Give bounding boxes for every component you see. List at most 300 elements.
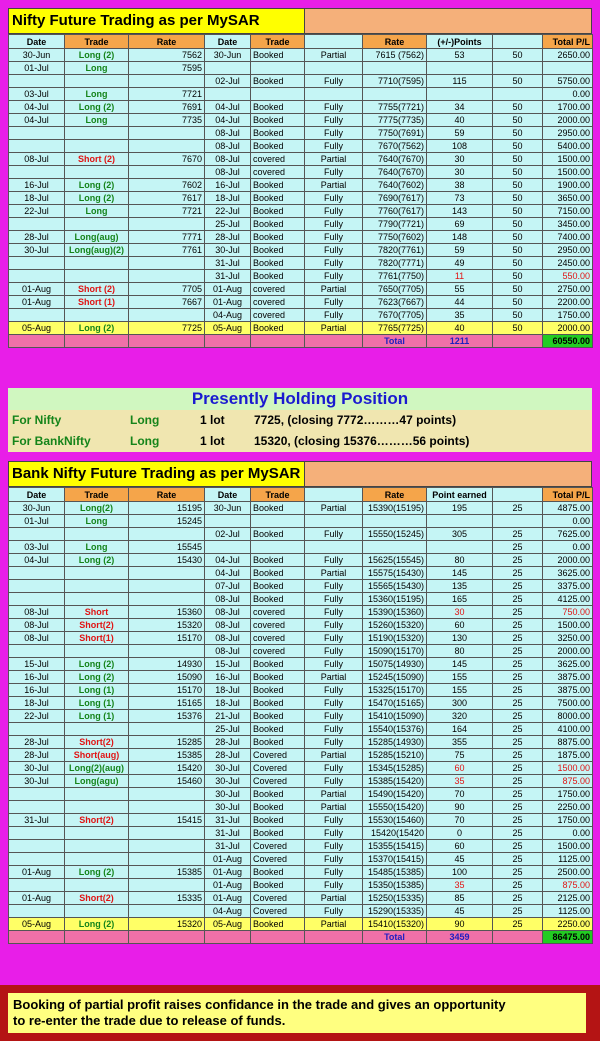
table-cell bbox=[9, 645, 65, 658]
table-cell: 15090(15170) bbox=[363, 645, 427, 658]
table-cell: 25 bbox=[493, 775, 543, 788]
table-cell bbox=[129, 127, 205, 140]
total-cell bbox=[251, 335, 305, 348]
table-cell: 40 bbox=[427, 322, 493, 335]
table-cell: 305 bbox=[427, 528, 493, 541]
table-cell: 50 bbox=[493, 127, 543, 140]
table-cell bbox=[65, 218, 129, 231]
table-cell: 1750.00 bbox=[543, 309, 593, 322]
table-cell: 145 bbox=[427, 658, 493, 671]
table-row bbox=[9, 736, 593, 749]
bank-table bbox=[8, 487, 593, 944]
table-cell bbox=[251, 515, 305, 528]
total-points: 3459 bbox=[427, 931, 493, 944]
table-cell: 1500.00 bbox=[543, 762, 593, 775]
table-cell: 1500.00 bbox=[543, 166, 593, 179]
table-cell bbox=[65, 528, 129, 541]
table-cell: Short(2) bbox=[65, 814, 129, 827]
table-row bbox=[9, 515, 593, 528]
footer-note bbox=[8, 993, 586, 1033]
total-cell bbox=[251, 931, 305, 944]
footer-panel bbox=[0, 985, 600, 1041]
table-row bbox=[9, 218, 593, 231]
total-cell bbox=[129, 335, 205, 348]
table-cell: 7602 bbox=[129, 179, 205, 192]
table-cell bbox=[129, 593, 205, 606]
table-cell: 34 bbox=[427, 101, 493, 114]
table-cell: 15290(15335) bbox=[363, 905, 427, 918]
table-cell: 04-Jul bbox=[9, 101, 65, 114]
table-cell: 25 bbox=[493, 697, 543, 710]
table-cell bbox=[9, 580, 65, 593]
table-cell: Covered bbox=[251, 905, 305, 918]
table-row bbox=[9, 101, 593, 114]
total-cell bbox=[9, 335, 65, 348]
table-cell: Booked bbox=[251, 114, 305, 127]
table-cell: Fully bbox=[305, 814, 363, 827]
table-cell: Long bbox=[65, 88, 129, 101]
table-cell: Booked bbox=[251, 788, 305, 801]
table-cell: 08-Jul bbox=[9, 153, 65, 166]
table-cell: Long bbox=[65, 114, 129, 127]
table-row bbox=[9, 541, 593, 554]
table-cell: 1875.00 bbox=[543, 749, 593, 762]
table-cell: 1900.00 bbox=[543, 179, 593, 192]
holding-name: For Nifty bbox=[12, 413, 62, 427]
table-cell: 15190(15320) bbox=[363, 632, 427, 645]
table-row bbox=[9, 309, 593, 322]
table-cell: 7650(7705) bbox=[363, 283, 427, 296]
table-cell: 15376 bbox=[129, 710, 205, 723]
column-header: Total P/L bbox=[543, 35, 593, 49]
table-cell bbox=[9, 840, 65, 853]
table-cell: 25 bbox=[493, 580, 543, 593]
table-cell: 15325(15170) bbox=[363, 684, 427, 697]
table-cell: 1125.00 bbox=[543, 905, 593, 918]
table-cell: 50 bbox=[493, 322, 543, 335]
table-cell: 50 bbox=[493, 218, 543, 231]
table-cell: 1750.00 bbox=[543, 788, 593, 801]
table-cell bbox=[65, 879, 129, 892]
total-label: Total bbox=[363, 335, 427, 348]
table-cell: 3650.00 bbox=[543, 192, 593, 205]
table-cell: 05-Aug bbox=[205, 918, 251, 931]
table-cell bbox=[9, 218, 65, 231]
table-cell: covered bbox=[251, 309, 305, 322]
column-header: Date bbox=[205, 488, 251, 502]
table-cell: 22-Jul bbox=[9, 710, 65, 723]
table-cell: Long(2) bbox=[65, 502, 129, 515]
table-cell bbox=[9, 593, 65, 606]
table-cell: Partial bbox=[305, 153, 363, 166]
table-cell: 08-Jul bbox=[205, 166, 251, 179]
table-cell: 50 bbox=[493, 101, 543, 114]
table-cell: 7623(7667) bbox=[363, 296, 427, 309]
table-cell: 15530(15460) bbox=[363, 814, 427, 827]
table-cell: 90 bbox=[427, 801, 493, 814]
table-cell: 15470(15165) bbox=[363, 697, 427, 710]
table-cell: 2950.00 bbox=[543, 244, 593, 257]
table-cell bbox=[65, 75, 129, 88]
table-cell bbox=[9, 723, 65, 736]
table-row bbox=[9, 658, 593, 671]
table-cell: 7150.00 bbox=[543, 205, 593, 218]
table-cell: 15285(14930) bbox=[363, 736, 427, 749]
table-cell bbox=[305, 515, 363, 528]
table-cell: Fully bbox=[305, 114, 363, 127]
table-cell: Booked bbox=[251, 918, 305, 931]
column-header: Date bbox=[9, 488, 65, 502]
table-row bbox=[9, 723, 593, 736]
table-cell bbox=[493, 515, 543, 528]
table-cell: Long bbox=[65, 541, 129, 554]
table-cell: 15390(15360) bbox=[363, 606, 427, 619]
table-cell: 02-Jul bbox=[205, 528, 251, 541]
table-cell: Booked bbox=[251, 658, 305, 671]
total-label: Total bbox=[363, 931, 427, 944]
table-cell: 01-Aug bbox=[9, 892, 65, 905]
table-cell bbox=[427, 62, 493, 75]
table-cell bbox=[363, 62, 427, 75]
table-row bbox=[9, 153, 593, 166]
table-cell: 15250(15335) bbox=[363, 892, 427, 905]
table-cell: Fully bbox=[305, 270, 363, 283]
table-cell: 15285 bbox=[129, 736, 205, 749]
table-cell: 25-Jul bbox=[205, 218, 251, 231]
table-cell: 50 bbox=[493, 140, 543, 153]
table-cell: 14930 bbox=[129, 658, 205, 671]
column-header: Point earned bbox=[427, 488, 493, 502]
table-cell: 0.00 bbox=[543, 515, 593, 528]
table-cell: 15360 bbox=[129, 606, 205, 619]
total-row bbox=[9, 335, 593, 348]
table-cell: 25 bbox=[493, 658, 543, 671]
table-cell: 28-Jul bbox=[9, 736, 65, 749]
table-cell: Covered bbox=[251, 749, 305, 762]
column-header: Trade bbox=[65, 488, 129, 502]
table-cell: 8000.00 bbox=[543, 710, 593, 723]
table-cell: 08-Jul bbox=[9, 606, 65, 619]
total-pl: 60550.00 bbox=[543, 335, 593, 348]
table-cell: 15260(15320) bbox=[363, 619, 427, 632]
table-cell: 2000.00 bbox=[543, 645, 593, 658]
table-cell bbox=[251, 62, 305, 75]
table-cell: Fully bbox=[305, 697, 363, 710]
table-row bbox=[9, 606, 593, 619]
table-cell bbox=[65, 840, 129, 853]
table-row bbox=[9, 554, 593, 567]
table-cell: 7705 bbox=[129, 283, 205, 296]
table-cell: 25 bbox=[493, 918, 543, 931]
table-cell: 1500.00 bbox=[543, 619, 593, 632]
table-cell: 15420 bbox=[129, 762, 205, 775]
table-cell: 73 bbox=[427, 192, 493, 205]
table-cell: 15370(15415) bbox=[363, 853, 427, 866]
table-cell bbox=[305, 62, 363, 75]
table-cell: Short (2) bbox=[65, 283, 129, 296]
holding-position: Long bbox=[130, 413, 160, 427]
table-row bbox=[9, 749, 593, 762]
table-row bbox=[9, 270, 593, 283]
bank-title: Bank Nifty Future Trading as per MySAR bbox=[9, 462, 305, 486]
table-cell: 03-Jul bbox=[9, 541, 65, 554]
table-cell bbox=[65, 127, 129, 140]
table-cell: covered bbox=[251, 645, 305, 658]
table-cell: 7670(7562) bbox=[363, 140, 427, 153]
table-cell bbox=[129, 528, 205, 541]
nifty-section bbox=[8, 8, 592, 348]
table-row bbox=[9, 49, 593, 62]
table-cell: Fully bbox=[305, 866, 363, 879]
table-cell bbox=[493, 88, 543, 101]
table-cell: 165 bbox=[427, 593, 493, 606]
table-cell: 08-Jul bbox=[205, 127, 251, 140]
table-cell: 25 bbox=[493, 827, 543, 840]
table-cell: 15540(15376) bbox=[363, 723, 427, 736]
table-cell: Booked bbox=[251, 528, 305, 541]
table-cell: Fully bbox=[305, 580, 363, 593]
table-cell: 31-Jul bbox=[205, 814, 251, 827]
table-cell: 7790(7721) bbox=[363, 218, 427, 231]
table-row bbox=[9, 801, 593, 814]
table-cell bbox=[65, 905, 129, 918]
table-cell bbox=[129, 853, 205, 866]
table-row bbox=[9, 632, 593, 645]
table-cell: 25 bbox=[493, 606, 543, 619]
table-cell: 0 bbox=[427, 827, 493, 840]
table-cell: Booked bbox=[251, 257, 305, 270]
table-cell: Booked bbox=[251, 179, 305, 192]
table-cell: 2750.00 bbox=[543, 283, 593, 296]
table-cell: 04-Jul bbox=[205, 567, 251, 580]
table-cell: 25 bbox=[493, 762, 543, 775]
table-cell: 04-Jul bbox=[9, 554, 65, 567]
table-cell: 100 bbox=[427, 866, 493, 879]
column-header: (+/-)Points bbox=[427, 35, 493, 49]
table-row bbox=[9, 684, 593, 697]
table-cell: 130 bbox=[427, 632, 493, 645]
table-cell: 70 bbox=[427, 788, 493, 801]
table-cell: Long (2) bbox=[65, 918, 129, 931]
table-row bbox=[9, 296, 593, 309]
table-cell: Long (2) bbox=[65, 658, 129, 671]
table-cell: 80 bbox=[427, 554, 493, 567]
table-cell: 195 bbox=[427, 502, 493, 515]
table-cell: 60 bbox=[427, 840, 493, 853]
table-cell: 2250.00 bbox=[543, 801, 593, 814]
table-cell: 01-Aug bbox=[205, 866, 251, 879]
table-cell: 50 bbox=[493, 179, 543, 192]
table-row bbox=[9, 231, 593, 244]
table-cell: 143 bbox=[427, 205, 493, 218]
table-cell: 25 bbox=[493, 684, 543, 697]
table-cell: Long (2) bbox=[65, 554, 129, 567]
table-cell: 30-Jul bbox=[205, 762, 251, 775]
table-cell: 15550(15245) bbox=[363, 528, 427, 541]
table-row bbox=[9, 192, 593, 205]
table-cell: 25 bbox=[493, 788, 543, 801]
table-cell: 18-Jul bbox=[9, 697, 65, 710]
table-cell: Fully bbox=[305, 75, 363, 88]
total-cell bbox=[493, 931, 543, 944]
table-cell: 145 bbox=[427, 567, 493, 580]
column-header: Rate bbox=[363, 488, 427, 502]
table-cell: 25 bbox=[493, 593, 543, 606]
table-cell: 01-Jul bbox=[9, 515, 65, 528]
nifty-title: Nifty Future Trading as per MySAR bbox=[9, 9, 305, 33]
table-cell: 18-Jul bbox=[205, 697, 251, 710]
table-row bbox=[9, 114, 593, 127]
bank-title-row bbox=[8, 461, 592, 487]
table-cell: 50 bbox=[493, 270, 543, 283]
table-cell: Fully bbox=[305, 632, 363, 645]
table-cell: 01-Aug bbox=[205, 879, 251, 892]
table-cell bbox=[129, 580, 205, 593]
table-row bbox=[9, 814, 593, 827]
table-cell: 08-Jul bbox=[205, 632, 251, 645]
footer-line-2: to re-enter the trade due to release of funds. bbox=[13, 1013, 286, 1028]
table-cell: 31-Jul bbox=[9, 814, 65, 827]
holding-lots: 1 lot bbox=[200, 434, 225, 448]
table-cell: covered bbox=[251, 632, 305, 645]
table-cell: 18-Jul bbox=[205, 684, 251, 697]
table-cell: Long bbox=[65, 205, 129, 218]
total-cell bbox=[9, 931, 65, 944]
table-cell: 30-Jun bbox=[205, 49, 251, 62]
table-cell bbox=[427, 541, 493, 554]
table-cell: Fully bbox=[305, 257, 363, 270]
holding-position: Long bbox=[130, 434, 160, 448]
table-cell: 15-Jul bbox=[9, 658, 65, 671]
table-cell: 08-Jul bbox=[205, 593, 251, 606]
table-cell: Short(1) bbox=[65, 632, 129, 645]
table-cell bbox=[9, 166, 65, 179]
table-cell: Fully bbox=[305, 528, 363, 541]
table-cell: 3450.00 bbox=[543, 218, 593, 231]
table-cell: 7820(7771) bbox=[363, 257, 427, 270]
table-cell: 1500.00 bbox=[543, 153, 593, 166]
table-cell: 21-Jul bbox=[205, 710, 251, 723]
table-row bbox=[9, 62, 593, 75]
table-cell bbox=[65, 788, 129, 801]
table-cell: 50 bbox=[493, 296, 543, 309]
table-row bbox=[9, 140, 593, 153]
table-cell bbox=[65, 166, 129, 179]
table-cell: 7670(7705) bbox=[363, 309, 427, 322]
table-cell: 15170 bbox=[129, 684, 205, 697]
table-cell: 22-Jul bbox=[205, 205, 251, 218]
table-cell: 15415 bbox=[129, 814, 205, 827]
table-cell: 04-Aug bbox=[205, 309, 251, 322]
table-row bbox=[9, 619, 593, 632]
table-cell: 25 bbox=[493, 879, 543, 892]
table-cell: 25 bbox=[493, 801, 543, 814]
holding-panel bbox=[8, 388, 592, 452]
table-cell: 25 bbox=[493, 567, 543, 580]
table-cell: 22-Jul bbox=[9, 205, 65, 218]
table-cell: 5400.00 bbox=[543, 140, 593, 153]
table-cell: 7400.00 bbox=[543, 231, 593, 244]
table-cell: covered bbox=[251, 166, 305, 179]
table-row bbox=[9, 567, 593, 580]
table-cell: Fully bbox=[305, 684, 363, 697]
table-row bbox=[9, 580, 593, 593]
column-header bbox=[493, 35, 543, 49]
table-cell: Long(2)(aug) bbox=[65, 762, 129, 775]
table-cell: 08-Jul bbox=[9, 619, 65, 632]
table-cell: 01-Jul bbox=[9, 62, 65, 75]
table-cell: 5750.00 bbox=[543, 75, 593, 88]
table-cell: 15245(15090) bbox=[363, 671, 427, 684]
table-cell bbox=[543, 62, 593, 75]
table-cell: Booked bbox=[251, 671, 305, 684]
table-cell: 7761 bbox=[129, 244, 205, 257]
total-points: 1211 bbox=[427, 335, 493, 348]
table-cell: 2000.00 bbox=[543, 554, 593, 567]
table-cell bbox=[9, 528, 65, 541]
column-header: Trade bbox=[251, 35, 305, 49]
table-cell: 60 bbox=[427, 619, 493, 632]
table-cell: Fully bbox=[305, 593, 363, 606]
table-cell: 15410(15320) bbox=[363, 918, 427, 931]
table-cell: Long (2) bbox=[65, 671, 129, 684]
table-cell: Fully bbox=[305, 723, 363, 736]
table-cell: 50 bbox=[493, 205, 543, 218]
table-cell: 15335 bbox=[129, 892, 205, 905]
table-cell: 28-Jul bbox=[9, 749, 65, 762]
table-cell: 7721 bbox=[129, 88, 205, 101]
table-cell: Booked bbox=[251, 205, 305, 218]
table-row bbox=[9, 283, 593, 296]
table-cell: 7640(7670) bbox=[363, 153, 427, 166]
table-cell: 50 bbox=[493, 49, 543, 62]
table-row bbox=[9, 244, 593, 257]
table-cell bbox=[129, 75, 205, 88]
table-cell: 45 bbox=[427, 853, 493, 866]
table-cell: Booked bbox=[251, 736, 305, 749]
table-cell: Fully bbox=[305, 231, 363, 244]
table-cell: Long(aug)(2) bbox=[65, 244, 129, 257]
table-cell: 7615 (7562) bbox=[363, 49, 427, 62]
table-cell: 30-Jul bbox=[9, 762, 65, 775]
table-cell: 15075(14930) bbox=[363, 658, 427, 671]
table-cell: Long (2) bbox=[65, 192, 129, 205]
table-cell: Fully bbox=[305, 645, 363, 658]
table-cell: 28-Jul bbox=[205, 231, 251, 244]
column-header: Trade bbox=[251, 488, 305, 502]
table-cell bbox=[9, 879, 65, 892]
column-header: Rate bbox=[129, 488, 205, 502]
table-cell: 53 bbox=[427, 49, 493, 62]
table-cell: 7617 bbox=[129, 192, 205, 205]
table-cell: 15545 bbox=[129, 541, 205, 554]
column-header: Date bbox=[9, 35, 65, 49]
table-cell: 7670 bbox=[129, 153, 205, 166]
table-cell: 30-Jul bbox=[205, 775, 251, 788]
table-cell bbox=[65, 140, 129, 153]
table-cell bbox=[9, 75, 65, 88]
table-cell: 28-Jul bbox=[205, 736, 251, 749]
total-pl: 86475.00 bbox=[543, 931, 593, 944]
table-cell: 15-Jul bbox=[205, 658, 251, 671]
table-cell: 2200.00 bbox=[543, 296, 593, 309]
table-cell: 15360(15195) bbox=[363, 593, 427, 606]
table-cell: 2650.00 bbox=[543, 49, 593, 62]
table-cell bbox=[129, 257, 205, 270]
table-row bbox=[9, 866, 593, 879]
table-row bbox=[9, 879, 593, 892]
table-cell: Short(2) bbox=[65, 892, 129, 905]
